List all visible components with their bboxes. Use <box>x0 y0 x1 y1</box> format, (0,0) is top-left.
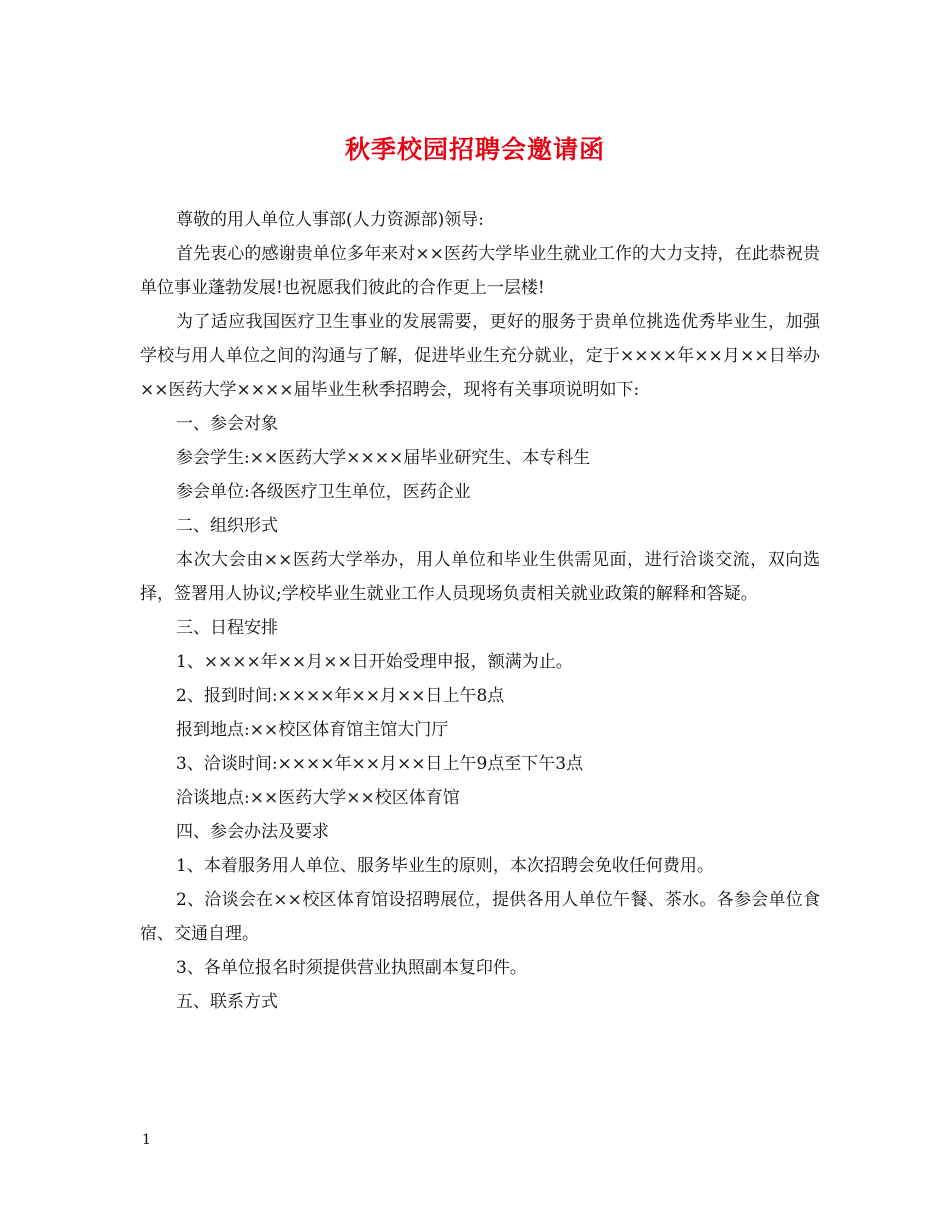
section-heading-schedule: 三、日程安排 <box>176 618 278 638</box>
participants-units: 参会单位:各级医疗卫生单位，医药企业 <box>176 482 471 502</box>
document-body <box>140 203 820 1019</box>
section-heading-contact: 五、联系方式 <box>176 992 278 1012</box>
page-number: 1 <box>142 1132 151 1148</box>
schedule-item-meeting-time: 3、洽谈时间:××××年××月××日上午9点至下午3点 <box>176 754 584 774</box>
schedule-item-checkin-place: 报到地点:××校区体育馆主馆大门厅 <box>176 720 449 740</box>
participants-students: 参会学生:××医药大学××××届毕业研究生、本专科生 <box>176 448 591 468</box>
paragraph-purpose: 为了适应我国医疗卫生事业的发展需要，更好的服务于贵单位挑选优秀毕业生，加强学校与用人单位之间的沟通与了解，促进毕业生充分就业，定于××××年××月××日举办××医药大学××××届毕业生秋季招聘会，现将有关事项说明如下: <box>140 312 820 400</box>
schedule-item-application: 1、××××年××月××日开始受理申报，额满为止。 <box>176 652 573 672</box>
requirement-item-booths: 2、洽谈会在××校区体育馆设招聘展位，提供各用人单位午餐、茶水。各参会单位食宿、交通自理。 <box>140 890 820 944</box>
document-title: 秋季校园招聘会邀请函 <box>344 135 605 164</box>
section-heading-requirements: 四、参会办法及要求 <box>176 822 329 842</box>
requirement-item-license: 3、各单位报名时须提供营业执照副本复印件。 <box>176 958 527 978</box>
schedule-item-meeting-place: 洽谈地点:××医药大学××校区体育馆 <box>176 788 460 808</box>
paragraph-thanks: 首先衷心的感谢贵单位多年来对××医药大学毕业生就业工作的大力支持，在此恭祝贵单位事业蓬勃发展!也祝愿我们彼此的合作更上一层楼! <box>140 244 820 298</box>
section-heading-participants: 一、参会对象 <box>176 414 278 434</box>
paragraph-format: 本次大会由××医药大学举办，用人单位和毕业生供需见面，进行洽谈交流，双向选择，签署用人协议;学校毕业生就业工作人员现场负责相关就业政策的解释和答疑。 <box>140 550 820 604</box>
section-heading-format: 二、组织形式 <box>176 516 278 536</box>
salutation: 尊敬的用人单位人事部(人力资源部)领导: <box>176 210 484 230</box>
requirement-item-free: 1、本着服务用人单位、服务毕业生的原则，本次招聘会免收任何费用。 <box>176 856 714 876</box>
schedule-item-checkin-time: 2、报到时间:××××年××月××日上午8点 <box>176 686 505 706</box>
